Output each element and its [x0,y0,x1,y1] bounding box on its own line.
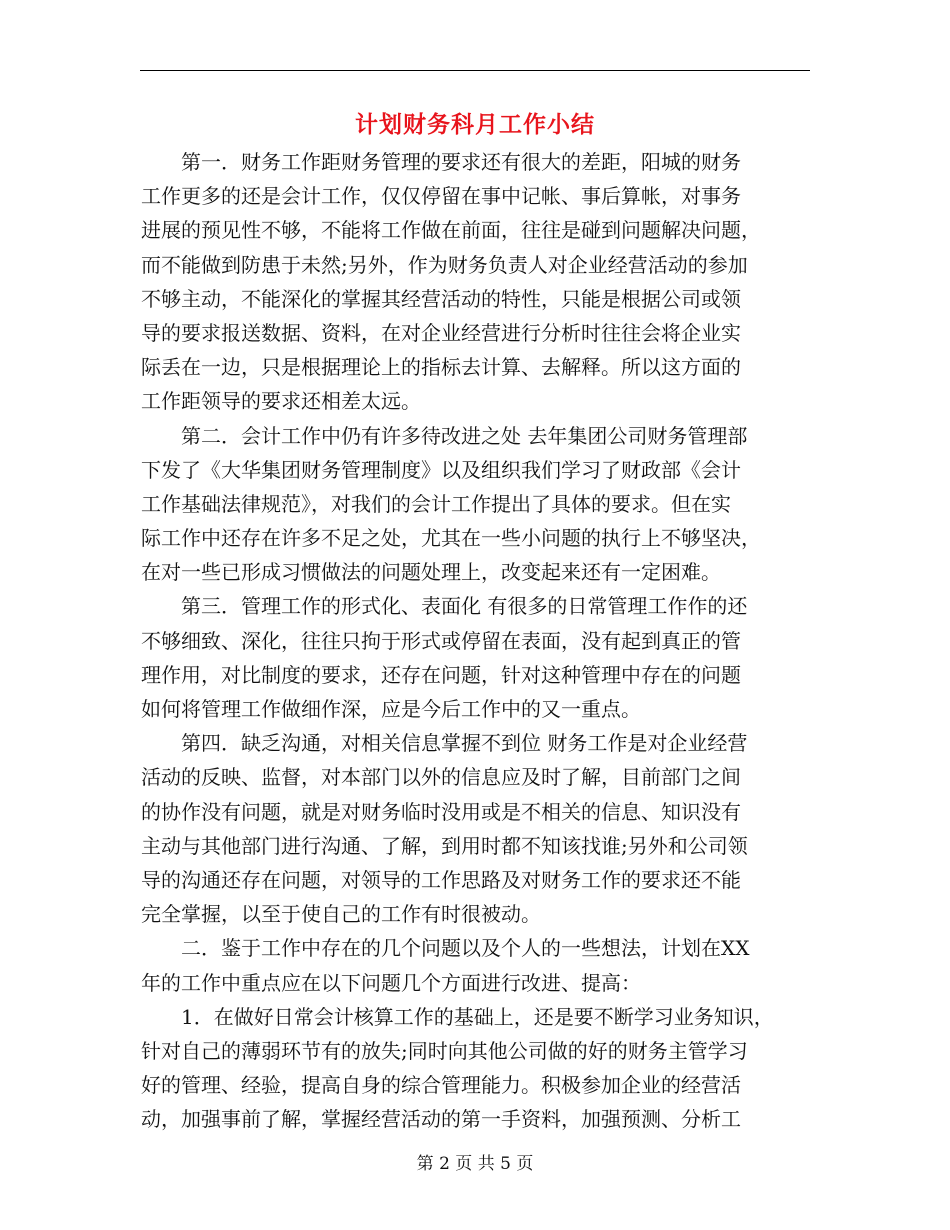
document-title: 计划财务科月工作小结 [355,111,595,138]
body-line: 如何将管理工作做细作深，应是今后工作中的又一重点。 [141,697,641,721]
body-line: 第二．会计工作中仍有许多待改进之处 去年集团公司财务管理部 [141,423,748,448]
body-line: 年的工作中重点应在以下问题几个方面进行改进、提高： [141,970,641,995]
body-line: 在对一些已形成习惯做法的问题处理上，改变起来还有一定困难。 [141,560,721,585]
body-line: 工作更多的还是会计工作，仅仅停留在事中记帐、事后算帐，对事务 [141,184,741,209]
body-line: 工作距领导的要求还相差太远。 [141,389,421,414]
body-line: 不够主动，不能深化的掌握其经营活动的特性，只能是根据公司或领 [141,286,741,311]
body-line: 好的管理、经验，提高自身的综合管理能力。积极参加企业的经营活 [141,1073,741,1098]
body-line: 的协作没有问题，就是对财务临时没用或是不相关的信息、知识没有 [141,799,741,824]
body-line: 第三．管理工作的形式化、表面化 有很多的日常管理工作作的还 [141,594,748,619]
body-line: 下发了《大华集团财务管理制度》以及组织我们学习了财政部《会计 [141,457,741,482]
body-line: 际工作中还存在许多不足之处，尤其在一些小问题的执行上不够坚决， [141,526,761,551]
body-line: 主动与其他部门进行沟通、了解，到用时都不知该找谁;另外和公司领 [141,833,748,858]
body-line: 完全掌握，以至于使自己的工作有时很被动。 [141,902,541,927]
body-line: 导的沟通还存在问题，对领导的工作思路及对财务工作的要求还不能 [141,867,741,892]
body-line: 第四．缺乏沟通，对相关信息掌握不到位 财务工作是对企业经营 [141,731,748,756]
document-body [141,145,811,1136]
body-line: 而不能做到防患于未然;另外，作为财务负责人对企业经营活动的参加 [141,252,748,277]
body-line: 针对自己的薄弱环节有的放失;同时向其他公司做的好的财务主管学习 [141,1038,748,1063]
body-line: 导的要求报送数据、资料，在对企业经营进行分析时往往会将企业实 [141,320,741,345]
body-line: 活动的反映、监督，对本部门以外的信息应及时了解，目前部门之间 [141,765,741,790]
page-footer: 第 2 页 共 5 页 [416,1154,534,1174]
body-line: 不够细致、深化，往往只拘于形式或停留在表面，没有起到真正的管 [141,628,741,653]
body-line: 第一．财务工作距财务管理的要求还有很大的差距，阳城的财务 [141,150,741,174]
body-line: 工作基础法律规范》，对我们的会计工作提出了具体的要求。但在实 [141,491,731,516]
body-line: 1．在做好日常会计核算工作的基础上，还是要不断学习业务知识， [141,1004,774,1029]
body-line: 际丢在一边，只是根据理论上的指标去计算、去解释。所以这方面的 [141,355,741,380]
header-rule [140,70,810,71]
body-line: 进展的预见性不够，不能将工作做在前面，往往是碰到问题解决问题， [141,218,761,243]
body-line: 二．鉴于工作中存在的几个问题以及个人的一些想法，计划在XX [141,936,750,961]
body-line: 理作用，对比制度的要求，还存在问题，针对这种管理中存在的问题 [141,662,741,687]
body-line: 动，加强事前了解，掌握经营活动的第一手资料，加强预测、分析工 [141,1107,741,1132]
